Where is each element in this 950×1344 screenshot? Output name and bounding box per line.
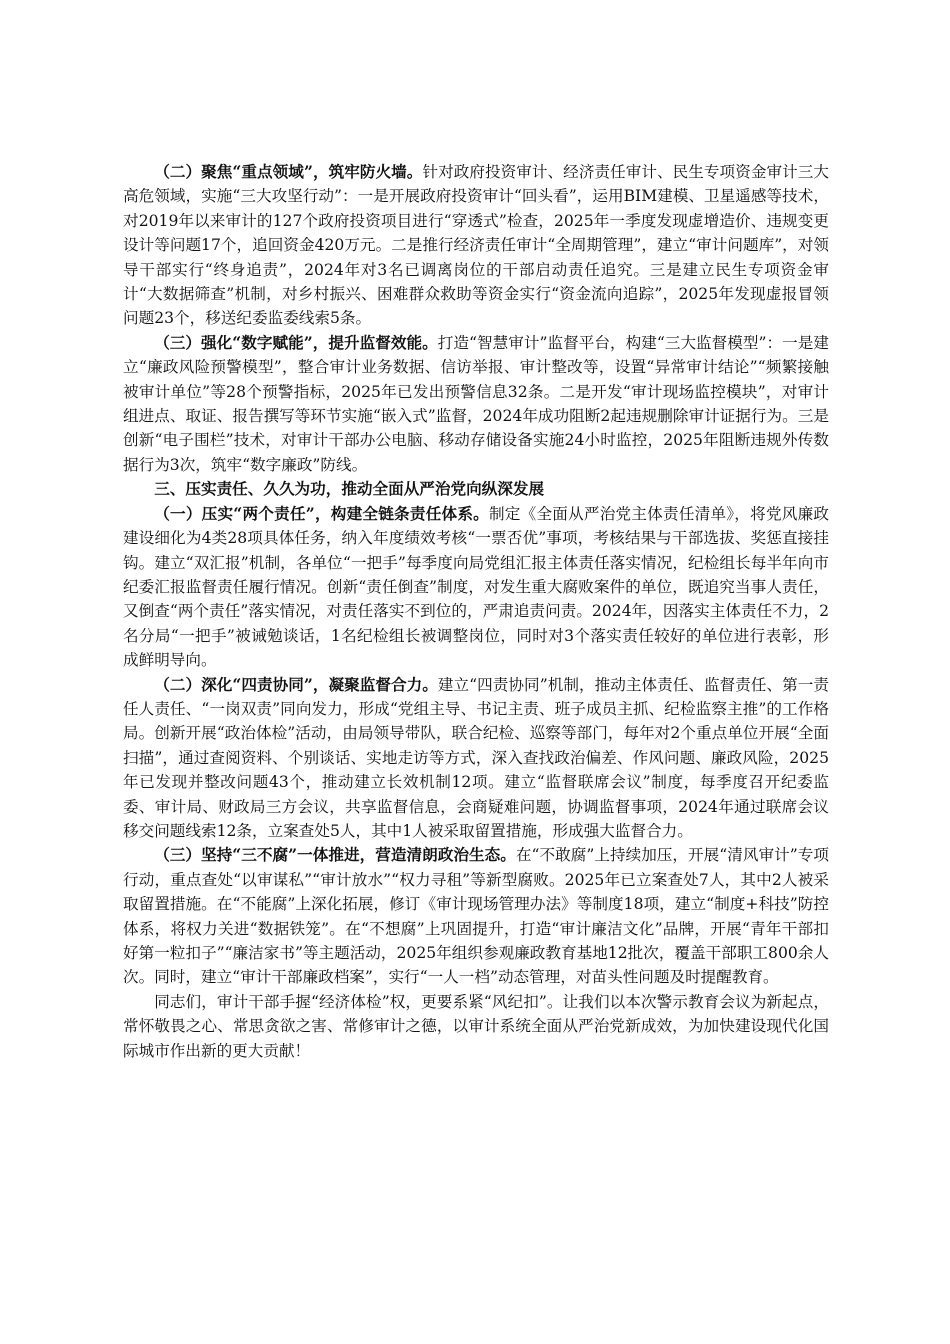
paragraph-lead: （二）深化“四责协同”，凝聚监督合力。 bbox=[154, 674, 438, 694]
paragraph-text: 在“不敢腐”上持续加压，开展“清风审计”专项行动，重点查处“以审谋私”“审计放水”“权力寻租”等新型腐败。2025年已立案查处7人，其中2人被采取留置措施。在“不能腐”上深化拓展，修订《审计现场管理办法》等制度18项，建立“制度+科技”防控体系，将权力关进“数据铁笼”。在“不想腐”上巩固提升，打造“审计廉洁文化”品牌，开展“青年干部扣好第一粒扣子”“廉洁家书”等主题活动，2025年组织参观廉政教育基地12批次，覆盖干部职工800余人次。同时，建立“审计干部廉政档案”，实行“一人一档”动态管理，对苗头性问题及时提醒教育。 bbox=[123, 846, 829, 987]
paragraph-digital-empowerment bbox=[123, 331, 829, 477]
paragraph-four-responsibilities bbox=[123, 673, 829, 844]
paragraph-two-responsibilities bbox=[123, 502, 829, 673]
paragraph-three-no-corruption bbox=[123, 843, 829, 989]
paragraph-lead: （三）强化“数字赋能”，提升监督效能。 bbox=[154, 332, 438, 352]
paragraph-closing bbox=[123, 990, 829, 1063]
paragraph-text: 建立“四责协同”机制，推动主体责任、监督责任、第一责任人责任、“一岗双责”同向发力，形成“党组主导、书记主责、班子成员主抓、纪检监察主推”的工作格局。创新开展“政治体检”活动，由局领导带队，联合纪检、巡察等部门，每年对2个重点单位开展“全面扫描”，通过查阅资料、个别谈话、实地走访等方式，深入查找政治偏差、作风问题、廉政风险，2025年已发现并整改问题43个，推动建立长效机制12项。建立“监督联席会议”制度，每季度召开纪委监委、审计局、财政局三方会议，共享监督信息，会商疑难问题，协调监督事项，2024年通过联席会议移交问题线索12条，立案查处5人，其中1人被采取留置措施，形成强大监督合力。 bbox=[123, 675, 829, 840]
paragraph-lead: （二）聚焦“重点领域”，筑牢防火墙。 bbox=[154, 162, 423, 181]
paragraph-lead: （一）压实“两个责任”，构建全链条责任体系。 bbox=[154, 503, 489, 523]
paragraph-lead: （三）坚持“三不腐”一体推进，营造清朗政治生态。 bbox=[154, 845, 516, 865]
paragraph-text: 制定《全面从严治党主体责任清单》，将党风廉政建设细化为4类28项具体任务，纳入年度绩效考核“一票否优”事项，考核结果与干部选拔、奖惩直接挂钩。建立“双汇报”机制，各单位“一把手”每季度向局党组汇报主体责任落实情况，纪检组长每半年向市纪委汇报监督责任履行情况。创新“责任倒查”制度，对发生重大腐败案件的单位，既追究当事人责任，又倒查“两个责任”落实情况，对责任落实不到位的，严肃追责问责。2024年，因落实主体责任不力，2名分局“一把手”被诫勉谈话，1名纪检组长被调整岗位，同时对3个落实责任较好的单位进行表彰，形成鲜明导向。 bbox=[123, 504, 829, 670]
paragraph-text: 针对政府投资审计、经济责任审计、民生专项资金审计三大高危领域，实施“三大攻坚行动”：一是开展政府投资审计“回头看”，运用BIM建模、卫星遥感等技术，对2019年以来审计的127个政府投资项目进行“穿透式”检查，2025年一季度发现虚增造价、违规变更设计等问题17个，追回资金420万元。二是推行经济责任审计“全周期管理”，建立“审计问题库”，对领导干部实行“终身追责”，2024年对3名已调离岗位的干部启动责任追究。三是建立民生专项资金审计“大数据筛查”机制，对乡村振兴、困难群众救助等资金实行“资金流向追踪”，2025年发现虚报冒领问题23个，移送纪委监委线索5条。 bbox=[123, 163, 829, 328]
paragraph-text: 打造“智慧审计”监督平台，构建“三大监督模型”：一是建立“廉政风险预警模型”，整合审计业务数据、信访举报、审计整改等，设置“异常审计结论”“频繁接触被审计单位”等28个预警指标，2025年已发出预警信息32条。二是开发“审计现场监控模块”，对审计组进点、取证、报告撰写等环节实施“嵌入式”监督，2024年成功阻断2起违规删除审计证据行为。三是创新“电子围栏”技术，对审计干部办公电脑、移动存储设备实施24小时监控，2025年阻断违规外传数据行为3次，筑牢“数字廉政”防线。 bbox=[123, 333, 829, 474]
document-body bbox=[123, 160, 829, 1063]
section-heading-three: 三、压实责任、久久为功，推动全面从严治党向纵深发展 bbox=[154, 479, 545, 499]
paragraph-text: 同志们，审计干部手握“经济体检”权，更要系紧“风纪扣”。让我们以本次警示教育会议为新起点，常怀敬畏之心、常思贪欲之害、常修审计之德，以审计系统全面从严治党新成效，为加快建设现代化国际城市作出新的更大贡献！ bbox=[123, 992, 829, 1060]
paragraph-key-areas bbox=[123, 160, 829, 331]
